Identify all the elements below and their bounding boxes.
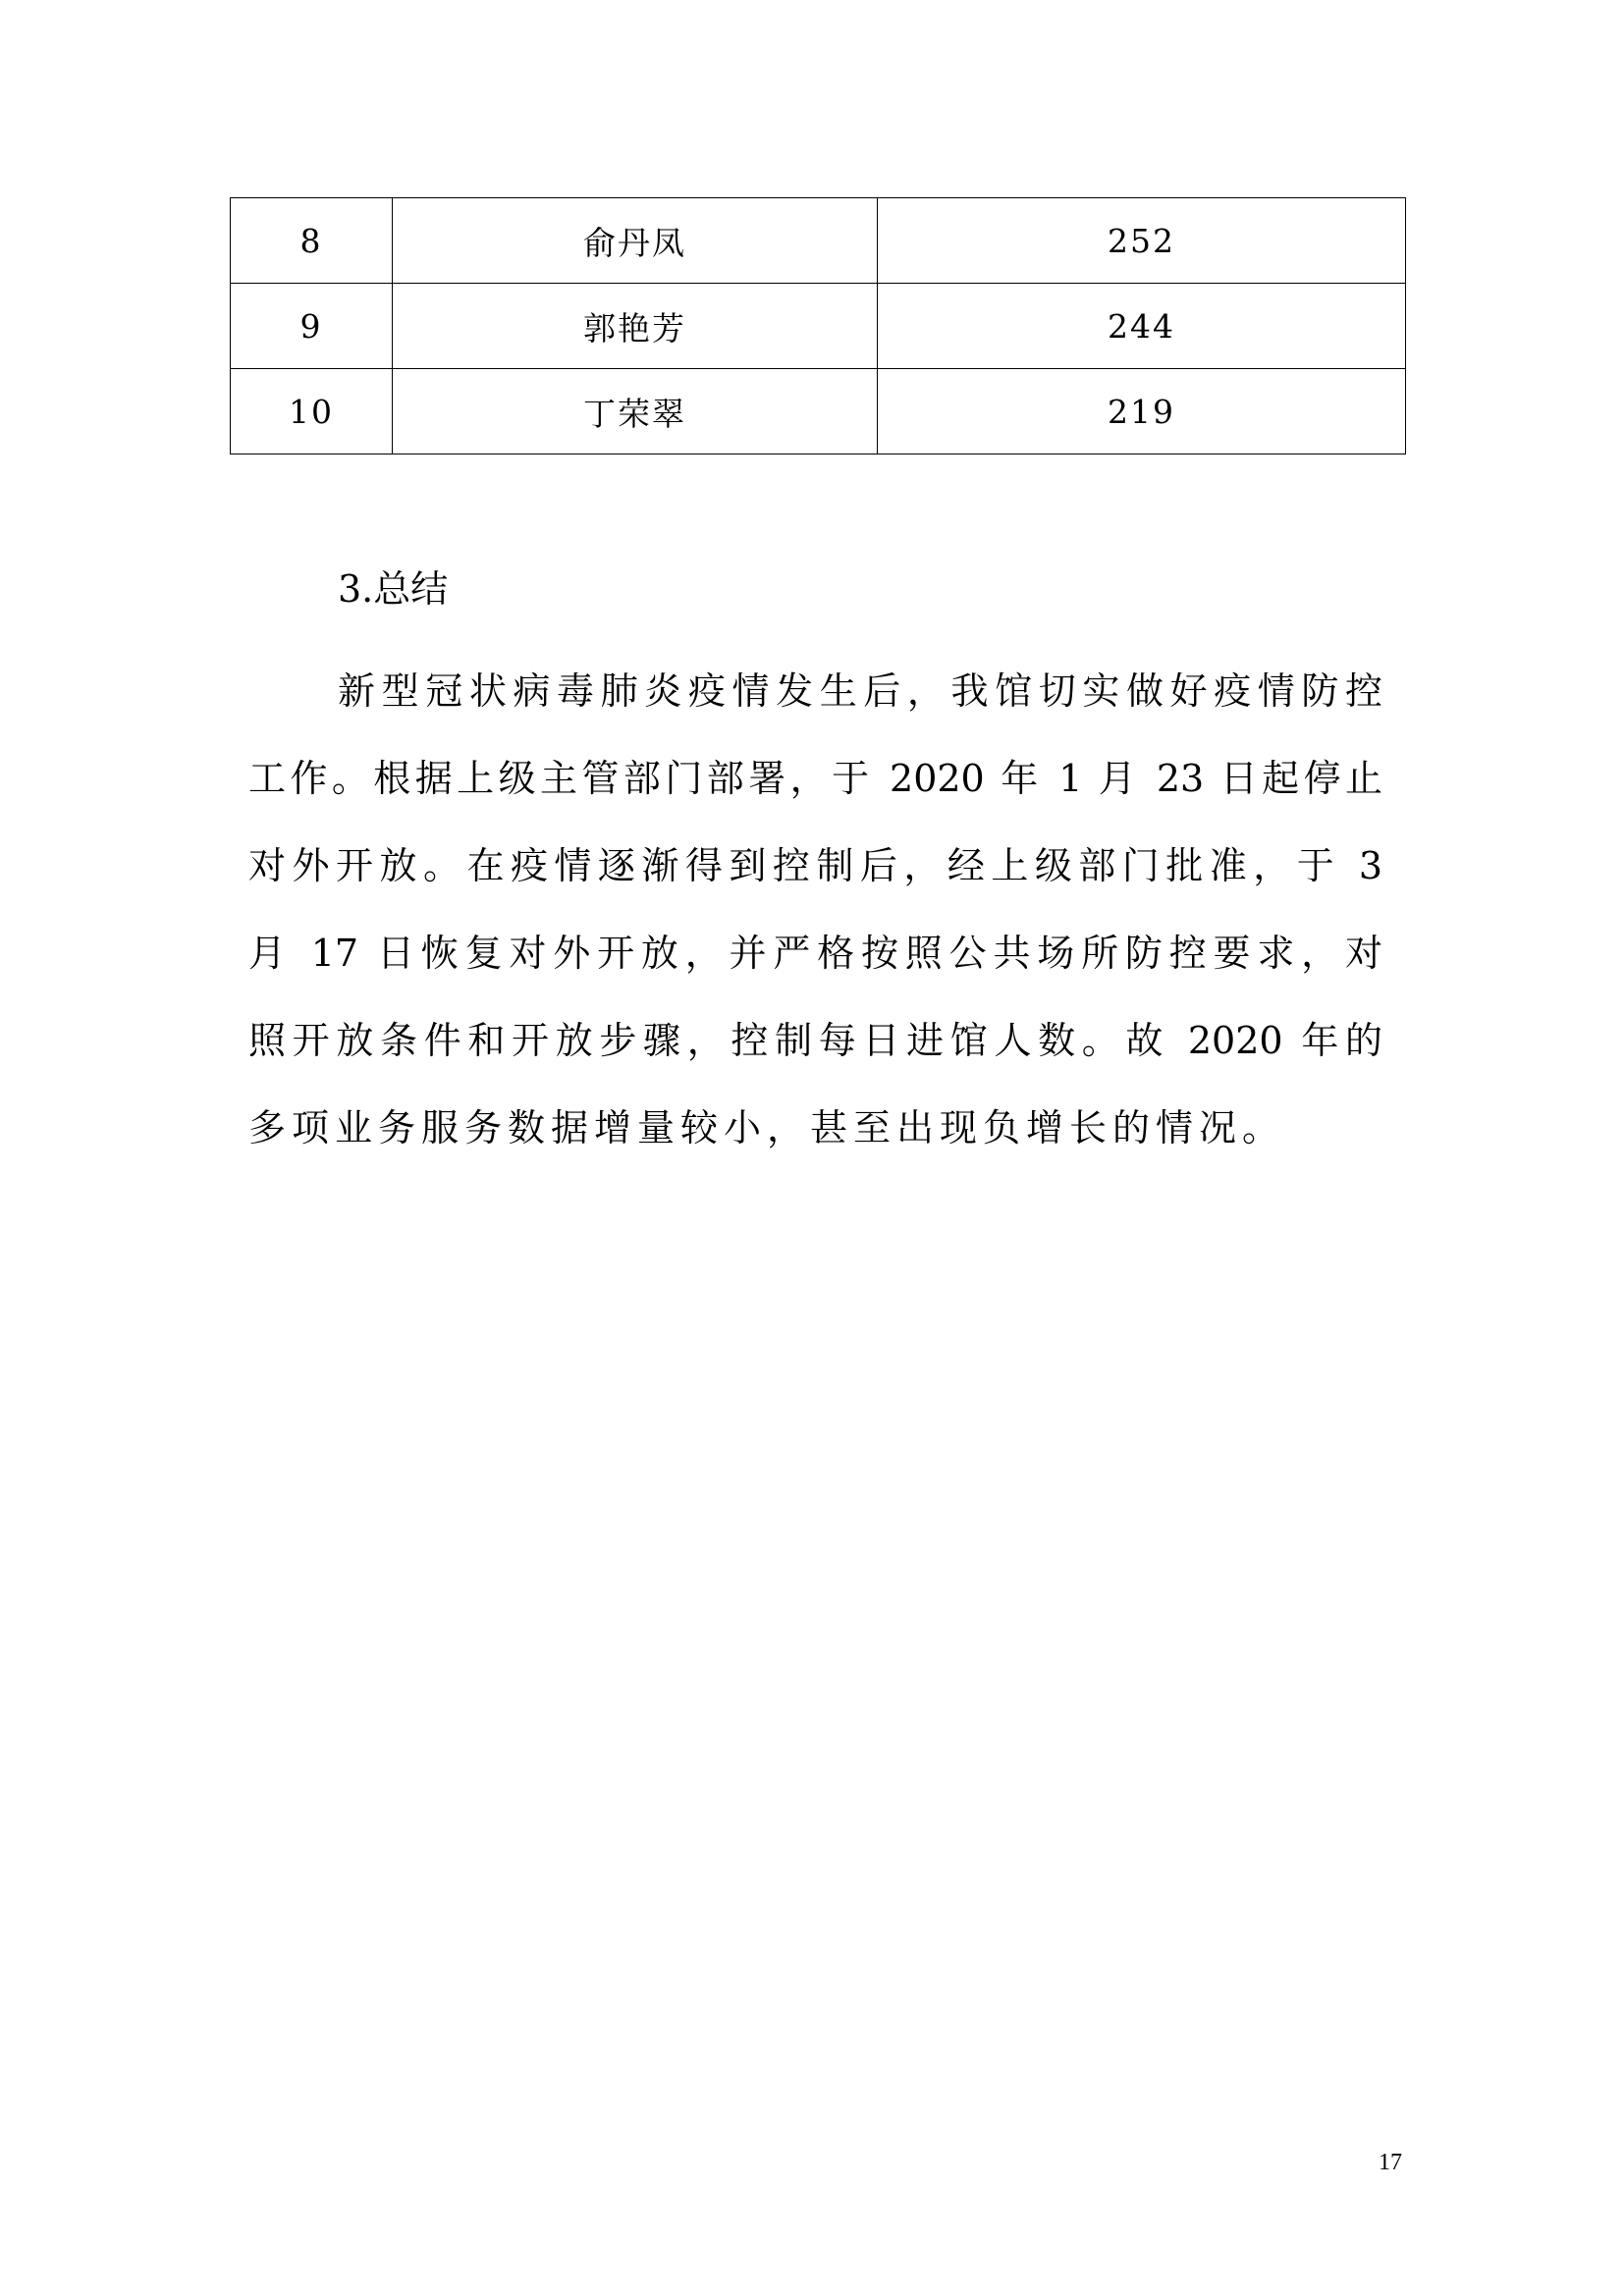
rank-cell: 8: [231, 198, 393, 284]
ranking-table: [230, 197, 1406, 454]
paragraph-line: 新型冠状病毒肺炎疫情发生后，我馆切实做好疫情防控: [338, 669, 1382, 713]
table-row: [231, 284, 1406, 369]
name-cell: 丁荣翠: [393, 369, 878, 454]
table-row: [231, 198, 1406, 284]
paragraph-line: 工作。根据上级主管部门部署，于 2020 年 1 月 23 日起停止: [248, 757, 1382, 800]
paragraph-line: 月 17 日恢复对外开放，并严格按照公共场所防控要求，对: [248, 932, 1382, 975]
paragraph-line: 照开放条件和开放步骤，控制每日进馆人数。故 2020 年的: [248, 1019, 1382, 1062]
table-row: [231, 369, 1406, 454]
paragraph-line: 多项业务服务数据增量较小，甚至出现负增长的情况。: [248, 1106, 1286, 1149]
name-cell: 郭艳芳: [393, 284, 878, 369]
paragraph-line: 对外开放。在疫情逐渐得到控制后，经上级部门批准，于 3: [248, 844, 1382, 887]
section-heading: 3.总结: [338, 567, 449, 611]
count-cell: 244: [878, 284, 1406, 369]
page-number: 17: [1379, 2150, 1402, 2175]
rank-cell: 9: [231, 284, 393, 369]
count-cell: 219: [878, 369, 1406, 454]
rank-cell: 10: [231, 369, 393, 454]
count-cell: 252: [878, 198, 1406, 284]
name-cell: 俞丹凤: [393, 198, 878, 284]
summary-paragraph: [248, 648, 1382, 1172]
